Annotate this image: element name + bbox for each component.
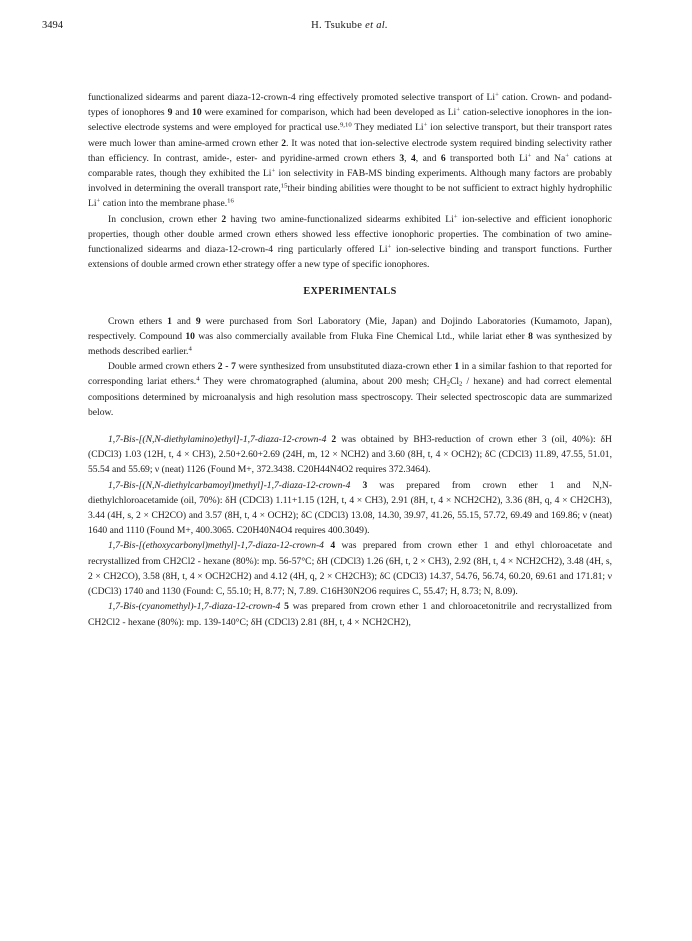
experimental-paragraph-2: Double armed crown ethers 2 - 7 were synthesized from unsubstituted diaza-crown ether 1 in a similar fashion to that reported for corresponding lariat ethers.$^4$ They were chromatographed (alumina, about 200 mesh; $CH_2Cl_2$ / hexane) and had correct elemental compositions determined by microanalysis and high resolution mass spectroscopy. Their selected spectroscopic data are summarized below. [88, 361, 613, 418]
experimental-paragraph-1: Crown ethers 1 and 9 were purchased from Sorl Laboratory (Mie, Japan) and Dojindo Laboratories (Kumamoto, Japan), respectively. Compound 10 was also commercially available from Fluka Fine Chemical Ltd., while lariat ether 8 was synthesized by methods described earlier.$^4$ [88, 315, 612, 358]
compound-5-entry: 1,7-Bis-(cyanomethyl)-1,7-diaza-12-crown-4 5 was prepared from crown ether 1 and chloroacetonitrile and recrystallized from CH2Cl2 - hexane (80%): mp. 139-140°C; δH (CDCl3) 2.81 (8H, t, 4 × NCH2CH2), [88, 601, 612, 628]
compound-name: 1,7-Bis-[(N,N-diethylamino)ethyl]-1,7-diaza-12-crown-4 [108, 434, 327, 446]
citation: 4 [196, 376, 200, 384]
citation: 15 [280, 182, 288, 190]
compound-name: 1,7-Bis-[(N,N-diethylcarbamoyl)methyl]-1,7-diaza-12-crown-4 [108, 479, 351, 491]
running-head [42, 20, 657, 34]
citation: 4 [188, 345, 192, 353]
article-body [88, 90, 612, 630]
et-al: et al. [365, 20, 388, 31]
citation: 9,10 [339, 122, 352, 130]
citation: 16 [227, 198, 234, 206]
compound-2-entry: 1,7-Bis-[(N,N-diethylamino)ethyl]-1,7-diaza-12-crown-4 2 was obtained by BH3-reduction of crown ether 3 (oil, 40%): δH (CDCl3) 1.03 (12H, t, 4 × CH3), 2.50+2.60+2.69 (24H, m, 12 × NCH2) and 3.60 (8H, t, 4 × OCH2); δC (CDCl3) 11.89, 47.55, 51.01, 55.54 and 55.69; ν (neat) 1126 (Found M+, 372.3438. C20H44N4O2 requires 372.3464). [88, 434, 612, 476]
compound-4-entry: 1,7-Bis-[(ethoxycarbonyl)methyl]-1,7-diaza-12-crown-4 4 was prepared from crown ether 1 and ethyl chloroacetate and recrystallized from CH2Cl2 - hexane (80%): mp. 56-57°C; δH (CDCl3) 1.26 (6H, t, 2 × CH3), 2.92 (8H, t, 4 × NCH2CH2), 3.48 (4H, s, 2 × CH2CO), 3.58 (8H, t, 4 × OCH2CH2) and 4.12 (4H, q, 2 × CH2CH3); δC (CDCl3) 14.37, 54.76, 56.74, 60.20, 69.61 and 171.81; ν (CDCl3) 1740 and 1130 (Found: C, 55.10; H, 8.77; N, 7.89. C16H30N2O6 requires C, 55.47; H, 8.73; N, 8.09). [88, 540, 612, 598]
discussion-paragraph-2: In conclusion, crown ether 2 having two amine-functionalized sidearms exhibited Li+ ion-selective and efficient ionophoric properties, though other double armed crown ethers showed less effective ionophoric properties. The combination of two amine-functionalized sidearms and diaza-12-crown-4 ring particularly offered Li+ ion-selective binding and transport functions. Further extensions of double armed crown ether strategy offer a new type of specific ionophores. [88, 213, 613, 271]
page-number: 3494 [42, 20, 63, 31]
discussion-paragraph-1: functionalized sidearms and parent diaza-12-crown-4 ring effectively promoted selective transport of Li+ cation. Crown- and podand-types of ionophores 9 and 10 were examined for comparison, which had been developed as Li+ cation-selective ionophores in the ion-selective electrode systems and were employed for practical use.$^{9,10}$ They mediated Li+ ion selective transport, but their transport rates were much lower than amine-armed crown ether 2. It was noted that ion-selective electrode system required binding selectivity rather than efficiency. In contrast, amide-, ester- and pyridine-armed crown ethers 3, 4, and 6 transported both Li+ and Na+ cations at comparable rates, though they exhibited the Li+ ion selectivity in FAB-MS binding experiments. Although many factors are probably involved in determining the overall transport rate,$^{15}$their binding abilities were thought to be not sufficient to extract highly hydrophilic Li+ cation into the membrane phase.$^{16}$ [88, 91, 613, 210]
compound-3-entry: 1,7-Bis-[(N,N-diethylcarbamoyl)methyl]-1,7-diaza-12-crown-4 3 was prepared from crown ether 1 and N,N-diethylchloroacetamide (oil, 70%): δH (CDCl3) 1.11+1.15 (12H, t, 4 × CH3), 2.91 (8H, t, 4 × NCH2CH2), 3.36 (8H, q, 4 × CH2CH3), 3.44 (4H, s, 2 × CH2CO) and 3.57 (8H, t, 4 × OCH2); δC (CDCl3) 13.08, 14.30, 39.97, 41.26, 55.15, 57.72, 69.49 and 169.86; ν (neat) 1640 and 1110 (Found M+, 400.3065. C20H40N4O4 requires 400.3049). [88, 479, 613, 537]
compound-name: 1,7-Bis-[(ethoxycarbonyl)methyl]-1,7-diaza-12-crown-4 [108, 540, 324, 552]
author-header [42, 20, 657, 31]
section-heading-experimentals: EXPERIMENTALS [303, 286, 397, 298]
author-name: H. Tsukube [311, 20, 363, 31]
compound-name: 1,7-Bis-(cyanomethyl)-1,7-diaza-12-crown-4 [108, 601, 281, 613]
